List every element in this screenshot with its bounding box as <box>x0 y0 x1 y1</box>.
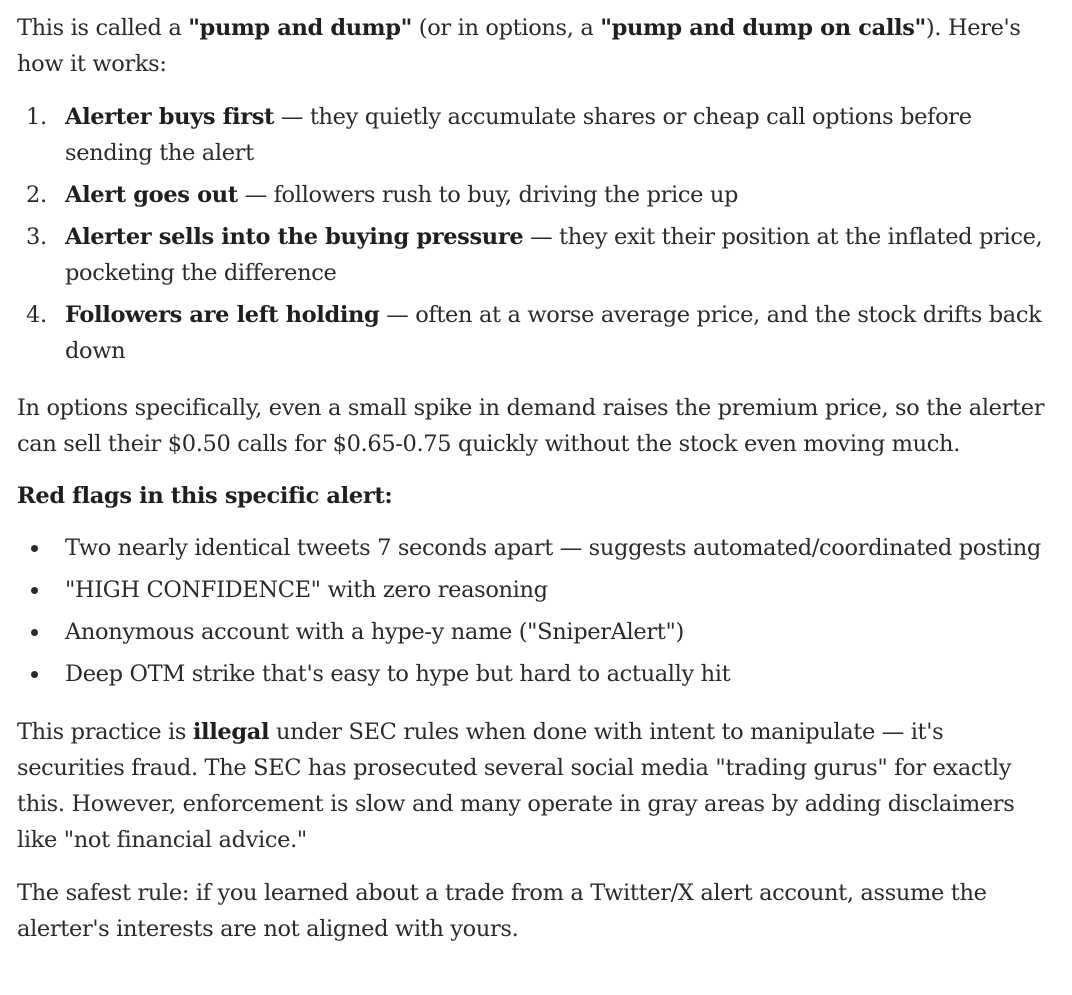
term-pump-and-dump: "pump and dump" <box>188 15 412 41</box>
options-paragraph: In options specifically, even a small spike in demand raises the premium price, so the alerter can sell their $0.50 calls for $0.65-0.75 quickly without the stock even moving much. <box>17 395 1045 457</box>
step-number: 1. <box>26 104 47 130</box>
legal-paragraph <box>17 714 1054 858</box>
list-item <box>26 219 1054 291</box>
steps-list <box>17 99 1054 369</box>
step-text: — they exit their position at the inflated price, pocketing the difference <box>65 224 1043 286</box>
red-flags-heading-text: Red flags in this specific alert: <box>17 483 393 509</box>
bullet-icon <box>31 587 38 594</box>
step-title: Followers are left holding <box>65 302 380 328</box>
red-flag-text: Deep OTM strike that's easy to hype but hard to actually hit <box>65 661 731 687</box>
step-number: 2. <box>26 182 47 208</box>
step-text: — they quietly accumulate shares or cheap call options before sending the alert <box>65 104 972 166</box>
list-item <box>65 530 1054 566</box>
step-title: Alerter buys first <box>65 104 275 130</box>
bullet-icon <box>31 629 38 636</box>
step-text: — followers rush to buy, driving the price up <box>237 182 739 208</box>
red-flag-text: Anonymous account with a hype-y name ("SniperAlert") <box>65 619 684 645</box>
step-number: 4. <box>26 302 47 328</box>
bullet-icon <box>31 671 38 678</box>
term-pump-and-dump-calls: "pump and dump on calls" <box>600 15 926 41</box>
step-title: Alert goes out <box>65 182 238 208</box>
step-title: Alerter sells into the buying pressure <box>65 224 524 250</box>
step-number: 3. <box>26 224 47 250</box>
illegal-emphasis: illegal <box>192 719 270 745</box>
intro-text-3: ). Here's how it works: <box>17 15 1021 77</box>
list-item <box>26 99 1054 171</box>
red-flag-text: "HIGH CONFIDENCE" with zero reasoning <box>65 577 548 603</box>
list-item <box>26 177 1054 213</box>
legal-text-2: under SEC rules when done with intent to manipulate — it's securities fraud. The SEC has prosecuted several social media "trading gurus" for exactly this. However, enforcement is slow and many operate in gray areas by adding disclaimers like "not financial advice." <box>17 719 1015 853</box>
legal-text-1: This practice is <box>17 719 193 745</box>
red-flag-text: Two nearly identical tweets 7 seconds apart — suggests automated/coordinated posting <box>65 535 1041 561</box>
list-item <box>65 614 1054 650</box>
intro-text-1: This is called a <box>17 15 189 41</box>
red-flags-list <box>17 530 1054 692</box>
red-flags-heading <box>17 478 1054 514</box>
bullet-icon <box>31 545 38 552</box>
safest-rule-paragraph: The safest rule: if you learned about a trade from a Twitter/X alert account, assume the alerter's interests are not aligned with yours. <box>17 880 987 942</box>
list-item <box>65 572 1054 608</box>
list-item <box>65 656 1054 692</box>
intro-paragraph <box>17 10 1054 82</box>
intro-text-2: (or in options, a <box>411 15 601 41</box>
list-item <box>26 297 1054 369</box>
step-text: — often at a worse average price, and the stock drifts back down <box>65 302 1042 364</box>
